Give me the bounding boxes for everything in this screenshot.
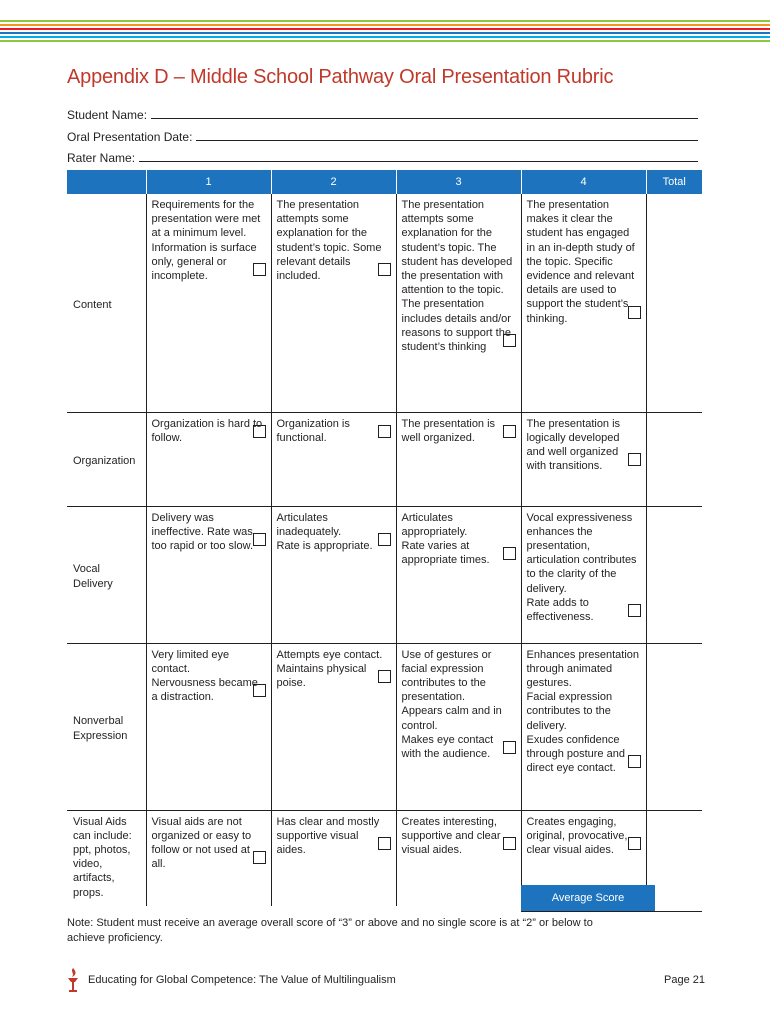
rubric-cell: Enhances presentation through animated gestures. Facial expression contributes to the delivery. Exudes confidence through posture and direct eye contact.: [521, 643, 646, 810]
rubric-cell: The presentation is well organized.: [396, 412, 521, 506]
torch-logo-icon: [64, 967, 82, 993]
header-row: [67, 170, 702, 194]
score-checkbox[interactable]: [628, 306, 641, 319]
rubric-cell: Use of gestures or facial expression contributes to the presentation. Appears calm and in control. Makes eye contact with the audience.: [396, 643, 521, 810]
score-checkbox[interactable]: [253, 533, 266, 546]
presentation-date-line[interactable]: [196, 140, 698, 141]
score-checkbox[interactable]: [628, 453, 641, 466]
rubric-cell: Requirements for the presentation were met at a minimum level. Information is surface only, general or incomplete.: [146, 194, 271, 412]
score-checkbox[interactable]: [253, 425, 266, 438]
rubric-cell: Articulates appropriately. Rate varies at appropriate times.: [396, 506, 521, 643]
rubric-cell: Creates engaging, original, provocative, clear visual aides.: [521, 810, 646, 906]
score-checkbox[interactable]: [378, 533, 391, 546]
row-label-organization: Organization: [67, 412, 146, 506]
header-total: Total: [646, 170, 702, 194]
decorative-stripes: [0, 20, 770, 44]
student-name-label: Student Name:: [67, 108, 148, 122]
score-checkbox[interactable]: [628, 604, 641, 617]
presentation-date-field[interactable]: [67, 126, 698, 144]
rubric-cell: Attempts eye contact. Maintains physical poise.: [271, 643, 396, 810]
score-checkbox[interactable]: [378, 837, 391, 850]
rubric-cell: Organization is functional.: [271, 412, 396, 506]
stripe: [0, 20, 770, 22]
rubric-cell: Creates interesting, supportive and clear visual aides.: [396, 810, 521, 906]
row-label-vocal-delivery: Vocal Delivery: [67, 506, 146, 643]
table-row: [67, 412, 702, 506]
score-checkbox[interactable]: [503, 425, 516, 438]
student-name-line[interactable]: [151, 118, 698, 119]
page-number: Page 21: [664, 974, 705, 986]
stripe: [0, 36, 770, 38]
footer-title: Educating for Global Competence: The Value of Multilingualism: [88, 974, 396, 986]
rubric-cell: The presentation attempts some explanation for the student’s topic. The student has developed the presentation with attention to the topic. The presentation includes details and/or reasons to support the student’s thinking: [396, 194, 521, 412]
score-checkbox[interactable]: [503, 547, 516, 560]
total-cell[interactable]: [646, 194, 702, 412]
score-checkbox[interactable]: [253, 263, 266, 276]
rater-name-label: Rater Name:: [67, 151, 136, 165]
total-cell[interactable]: [646, 412, 702, 506]
score-checkbox[interactable]: [378, 263, 391, 276]
header-score-3: 3: [396, 170, 521, 194]
rubric-cell: Organization is hard to follow.: [146, 412, 271, 506]
rubric-cell: Has clear and mostly supportive visual aides.: [271, 810, 396, 906]
header-score-2: 2: [271, 170, 396, 194]
rubric-cell: The presentation is logically developed and well organized with transitions.: [521, 412, 646, 506]
stripe: [0, 40, 770, 42]
stripe: [0, 28, 770, 30]
score-checkbox[interactable]: [628, 755, 641, 768]
score-checkbox[interactable]: [378, 425, 391, 438]
table-row: [67, 643, 702, 810]
stripe: [0, 24, 770, 26]
rater-name-line[interactable]: [139, 161, 698, 162]
rater-name-field[interactable]: [67, 147, 698, 165]
score-checkbox[interactable]: [628, 837, 641, 850]
header-blank: [67, 170, 146, 194]
score-checkbox[interactable]: [503, 741, 516, 754]
rubric-cell: Delivery was ineffective. Rate was too rapid or too slow.: [146, 506, 271, 643]
student-name-field[interactable]: [67, 104, 698, 122]
average-score-label: Average Score: [521, 885, 655, 911]
rubric-cell: The presentation attempts some explanation for the student’s topic. Some relevant details included.: [271, 194, 396, 412]
page-title: Appendix D – Middle School Pathway Oral Presentation Rubric: [67, 66, 614, 88]
row-label-visual-aids: Visual Aids can include: ppt, photos, video, artifacts, props.: [67, 810, 146, 906]
table-row: [67, 506, 702, 643]
stripe: [0, 32, 770, 34]
score-checkbox[interactable]: [503, 837, 516, 850]
rubric-cell: Vocal expressiveness enhances the presentation, articulation contributes to the clarity of the delivery. Rate adds to effectiveness.: [521, 506, 646, 643]
total-cell[interactable]: [646, 643, 702, 810]
rubric-cell: Visual aids are not organized or easy to follow or not used at all.: [146, 810, 271, 906]
rubric-cell: Very limited eye contact. Nervousness became a distraction.: [146, 643, 271, 810]
score-checkbox[interactable]: [253, 684, 266, 697]
score-checkbox[interactable]: [253, 851, 266, 864]
rubric-cell: The presentation makes it clear the student has engaged in an in-depth study of the topic. Specific evidence and relevant details are used to support the student’s thinking.: [521, 194, 646, 412]
row-label-nonverbal-expression: Nonverbal Expression: [67, 643, 146, 810]
average-score-line[interactable]: [521, 911, 702, 912]
table-row: [67, 194, 702, 412]
total-cell[interactable]: [646, 506, 702, 643]
header-score-4: 4: [521, 170, 646, 194]
rubric-table: [67, 170, 702, 906]
presentation-date-label: Oral Presentation Date:: [67, 130, 193, 144]
score-checkbox[interactable]: [378, 670, 391, 683]
header-score-1: 1: [146, 170, 271, 194]
proficiency-note: Note: Student must receive an average overall score of “3” or above and no single score is at “2” or below to achieve proficiency.: [67, 917, 593, 944]
rubric-cell: Articulates inadequately. Rate is appropriate.: [271, 506, 396, 643]
score-checkbox[interactable]: [503, 334, 516, 347]
row-label-content: Content: [67, 194, 146, 412]
